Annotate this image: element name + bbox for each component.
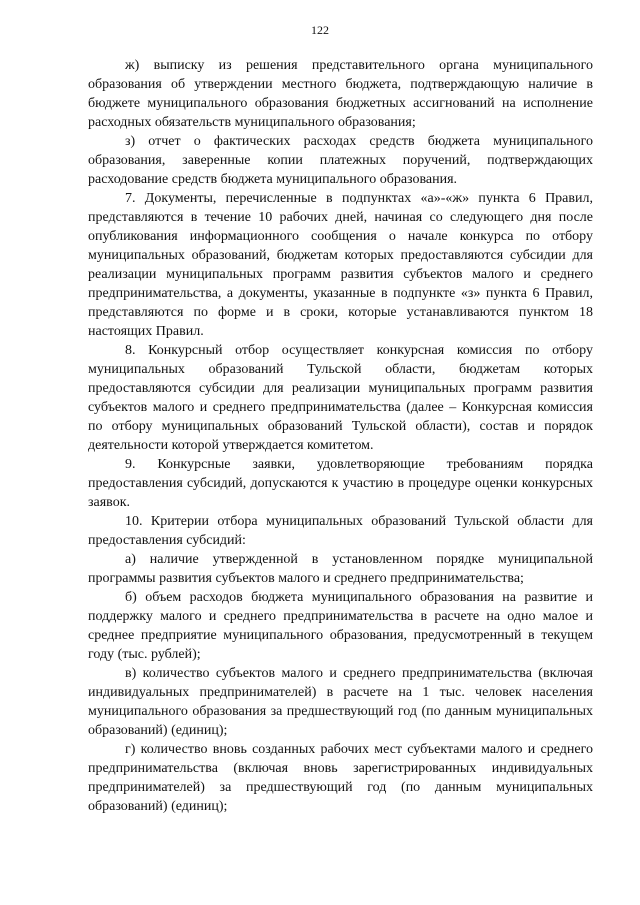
- paragraph-zh: ж) выписку из решения представительного органа муниципального образования об утверждении местного бюджета, подтверждающую наличие в бюджете муниципального образования бюджетных ассигнований на исполнение расходных обязательств муниципального образования;: [88, 58, 593, 130]
- paragraph-9: 9. Конкурсные заявки, удовлетворяющие требованиям порядка предоставления субсидий, допускаются к участию в процедуре оценки конкурсных заявок.: [88, 457, 593, 510]
- paragraph-7: 7. Документы, перечисленные в подпунктах «а»-«ж» пункта 6 Правил, представляются в течение 10 рабочих дней, начиная со следующего дня после опубликования информационного сообщения о начале конкурса по отбору муниципальных образований, бюджетам которых предоставляются субсидии для реализации муниципальных программ развития субъектов малого и среднего предпринимательства, а документы, указанные в подпункте «з» пункта 6 Правил, представляются по форме и в сроки, которые устанавливаются пунктом 18 настоящих Правил.: [88, 191, 593, 339]
- paragraph-10-g: г) количество вновь созданных рабочих мест субъектами малого и среднего предпринимательства (включая вновь зарегистрированных индивидуальных предпринимателей) за предшествующий год (по данным муниципальных образований) (единиц);: [88, 742, 593, 814]
- paragraph-10: 10. Критерии отбора муниципальных образований Тульской области для предоставления субсидий:: [88, 514, 593, 548]
- paragraph-8: 8. Конкурсный отбор осуществляет конкурсная комиссия по отбору муниципальных образований Тульской области, бюджетам которых предоставляются субсидии для реализации муниципальных программ развития субъектов малого и среднего предпринимательства (далее – Конкурсная комиссия по отбору муниципальных образований Тульской области), состав и порядок деятельности которой утверждается комитетом.: [88, 343, 593, 453]
- paragraph-10-b: б) объем расходов бюджета муниципального образования на развитие и поддержку малого и среднего предпринимательства в расчете на одно малое и среднее предприятие муниципального образования, предусмотренный в текущем году (тыс. рублей);: [88, 590, 593, 662]
- paragraph-10-a: а) наличие утвержденной в установленном порядке муниципальной программы развития субъектов малого и среднего предпринимательства;: [88, 552, 593, 586]
- paragraph-z: з) отчет о фактических расходах средств бюджета муниципального образования, заверенные копии платежных поручений, подтверждающих расходование средств бюджета муниципального образования.: [88, 134, 593, 187]
- document-body: [88, 56, 593, 816]
- paragraph-10-v: в) количество субъектов малого и среднего предпринимательства (включая индивидуальных предпринимателей) в расчете на 1 тыс. человек населения муниципального образования за предшествующий год (по данным муниципальных образований) (единиц);: [88, 666, 593, 738]
- page-number: 122: [311, 23, 329, 37]
